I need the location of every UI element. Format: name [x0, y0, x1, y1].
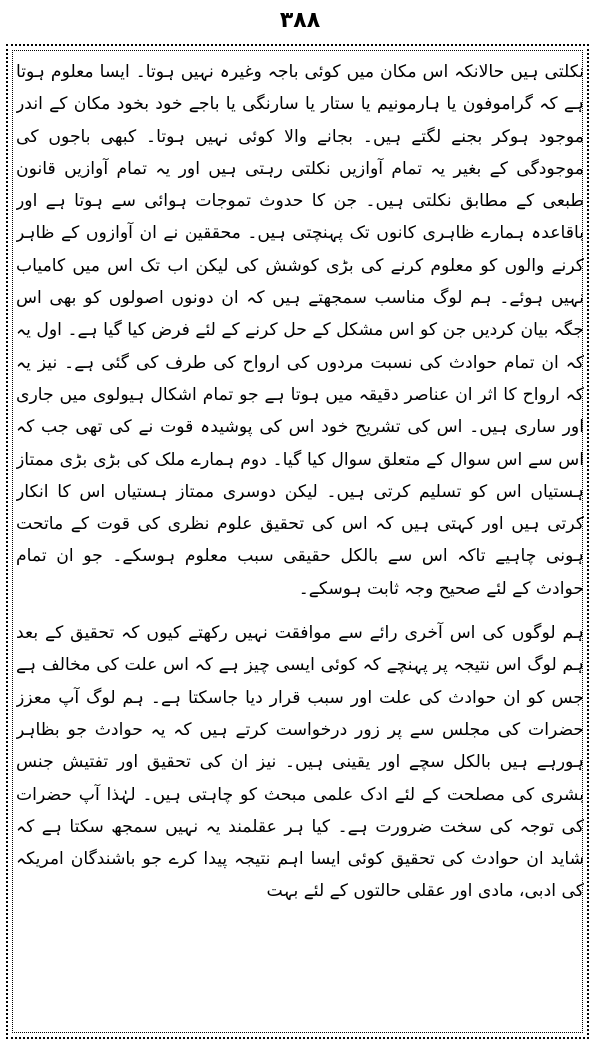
page-number: ۳۸۸ [279, 8, 321, 33]
paragraph-1: نکلتی ہیں حالانکہ اس مکان میں کوئی باجہ وغیرہ نہیں ہوتا۔ ایسا معلوم ہوتا ہے کہ گراموفون یا ہارمونیم یا ستار یا سارنگی یا باجے خود بخود مکان کے اندر موجود ہوکر بجنے لگتے ہیں۔ بجانے والا کوئی نہیں ہوتا۔ کبھی باجوں کی موجودگی کے بغیر یہ تمام آوازیں نکلتی رہتی ہیں اور یہ تمام آوازیں قانون طبعی کے مطابق نکلتی ہیں۔ جن کا حدوث تموجات ہوائی سے ہوتا ہے اور باقاعدہ ہمارے ظاہری کانوں تک پہنچتی ہیں۔ محققین نے ان آوازوں کے ظاہر کرنے والوں کو معلوم کرنے کی بڑی کوشش کی لیکن اب تک اس میں کامیاب نہیں ہوئے۔ ہم لوگ مناسب سمجھتے ہیں کہ ان دونوں اصولوں کو بھی اس جگہ بیان کردیں جن کو اس مشکل کے حل کرنے کے لئے فرض کیا گیا ہے۔ اول یہ کہ ان تمام حوادث کی نسبت مردوں کی ارواح کی طرف کی گئی ہے۔ نیز یہ کہ ارواح کا اثر ان عناصر دقیقہ میں ہوتا ہے جو تمام اشکال ہیولوی میں جاری اور ساری ہیں۔ اس کی تشریح خود اس کی پوشیدہ قوت نے کی تھی جب کہ اس سے اس سوال کے متعلق سوال کیا گیا۔ دوم ہمارے ملک کی بڑی بڑی ممتاز ہستیاں اس کو تسلیم کرتی ہیں۔ لیکن دوسری ممتاز ہستیاں اس کا انکار کرتی ہیں اور کہتی ہیں کہ اس کی تحقیق علوم نظری کی قوت کے ماتحت ہونی چاہیے تاکہ اس سے بالکل حقیقی سبب معلوم ہوسکے۔ جو ان تمام حوادث کے لئے صحیح وجہ ثابت ہوسکے۔ [16, 62, 584, 599]
body-text [16, 56, 584, 1029]
paragraph-2: ہم لوگوں کی اس آخری رائے سے موافقت نہیں رکھتے کیوں کہ تحقیق کے بعد ہم لوگ اس نتیجہ پر پہنچے کہ کوئی ایسی چیز ہے کہ اس علت کی مخالف ہے جس کو ان حوادث کی علت اور سبب قرار دیا جاسکتا ہے۔ ہم لوگ آپ معزز حضرات کی مجلس سے پر زور درخواست کرتے ہیں کہ یہ حوادث جو بظاہر ہورہے ہیں بالکل سچے اور یقینی ہیں۔ نیز ان کی تحقیق اور تفتیش جنس بشری کی مصلحت کے لئے ادک علمی مبحث کو چاہتی ہیں۔ لہٰذا آپ حضرات کی توجہ کی سخت ضرورت ہے۔ کیا ہر عقلمند یہ نہیں سمجھ سکتا ہے کہ شاید ان حوادث کی تحقیق کوئی ایسا اہم نتیجہ پیدا کرے جو باشندگان امریکہ کی ادبی، مادی اور عقلی حالتوں کے لئے بہت [16, 623, 584, 902]
